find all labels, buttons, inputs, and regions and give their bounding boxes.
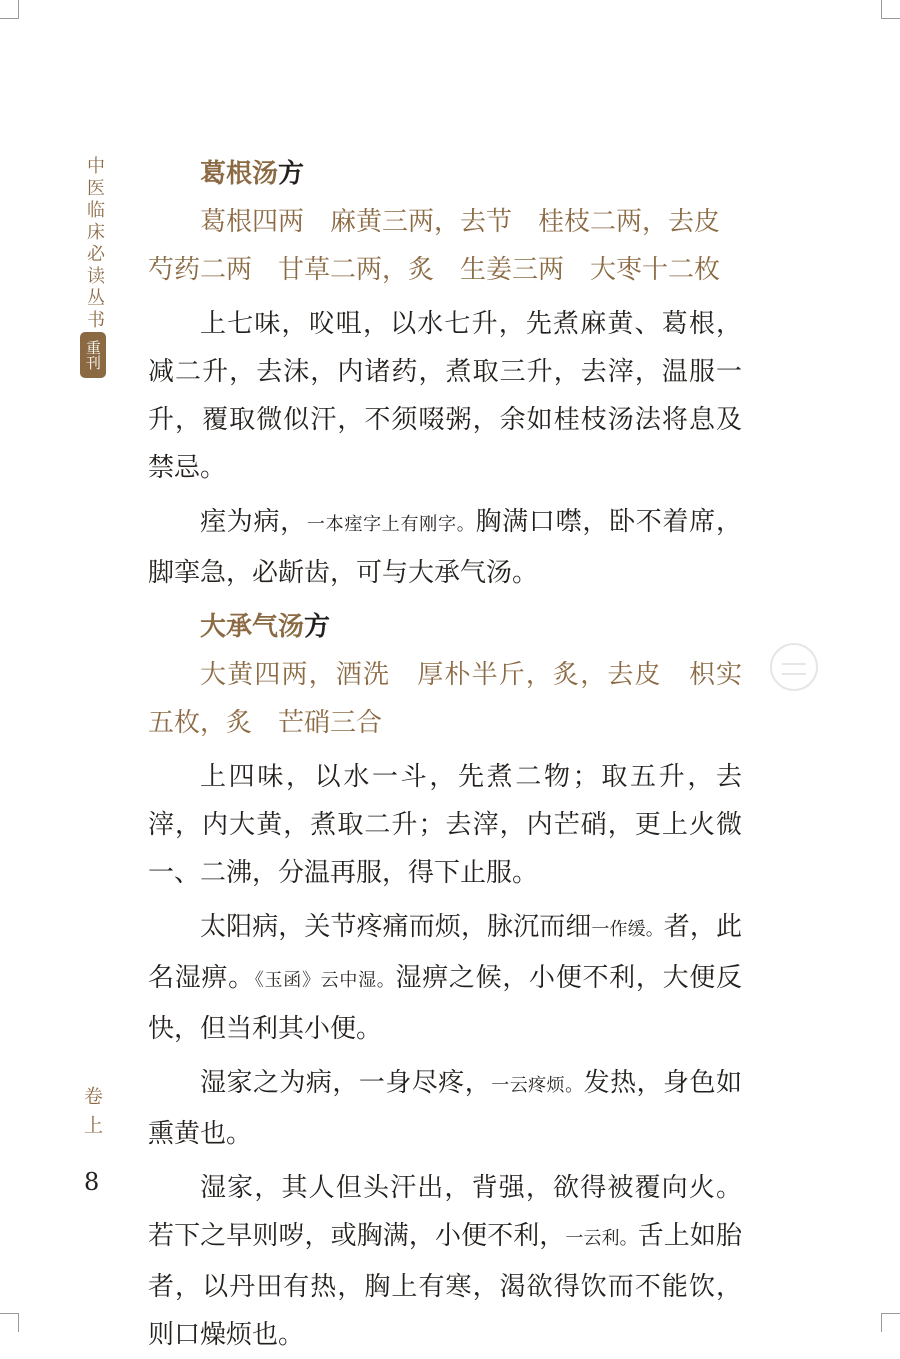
annotation: 《玉函》云中湿。: [254, 970, 396, 991]
crop-mark-top-right: [881, 0, 900, 19]
annotation: 一云疼烦。: [491, 1075, 584, 1096]
crop-mark-top-left: [0, 0, 19, 19]
formula-name: 大承气汤: [200, 612, 305, 642]
paragraph-preparation-2: 上四味，以水一斗，先煮二物；取五升，去滓，内大黄，煮取二升；去滓，内芒硝，更上火微一、二沸，分温再服，得下止服。: [148, 762, 742, 888]
text-run: 湿家之为病，一身尽疼，: [200, 1068, 492, 1098]
formula-title-gegen: [148, 150, 742, 198]
annotation: 一云利。: [565, 1228, 638, 1249]
text-run: 舌上如胎者，以丹田有热，胸上有寒，渴欲得饮而不能饮，则口燥烦也。: [148, 1221, 742, 1350]
text-run: 湿痹之候，小便不利，大便反快，但当利其小便。: [148, 963, 742, 1044]
page-body: [148, 150, 742, 1359]
paragraph-taiyang: [148, 903, 742, 1053]
formula-ingredients-2: 芍药二两 甘草二两，炙 生姜三两 大枣十二枚: [148, 255, 721, 285]
crop-mark-bottom-left: [0, 1313, 19, 1332]
formula-suffix: 方: [304, 612, 331, 642]
text-run: 太阳病，关节疼痛而烦，脉沉而细: [200, 912, 592, 942]
formula-title-dachengqi: [148, 603, 742, 651]
text-run: 痓为病，: [200, 507, 307, 537]
text-run: 胸满口噤，卧不着席，脚挛急，必龂齿，可与大承气汤。: [148, 507, 742, 588]
paragraph-jing-disease: [148, 498, 742, 597]
series-title: 中医临床必读丛书: [84, 156, 105, 332]
formula-suffix: 方: [278, 159, 305, 189]
annotation: 一本痓字上有刚字。: [306, 514, 476, 535]
crop-mark-bottom-right: [881, 1313, 900, 1332]
text-run: 发热，身色如熏黄也。: [148, 1068, 742, 1149]
formula-name: 葛根汤: [200, 159, 279, 189]
paragraph-preparation-1: 上七味，㕮咀，以水七升，先煮麻黄、葛根，减二升，去沫，内诸药，煮取三升，去滓，温服一升，覆取微似汗，不须啜粥，余如桂枝汤法将息及禁忌。: [148, 309, 742, 483]
watermark-logo-icon: [770, 643, 818, 691]
volume-label: 卷上: [81, 1086, 103, 1144]
formula-ingredients-1: 葛根四两 麻黄三两，去节 桂枝二两，去皮: [200, 207, 721, 237]
annotation: 一作缓。: [591, 919, 664, 940]
text-run: 者，此名湿痹。: [148, 912, 742, 993]
text-run: 湿家，其人但头汗出，背强，欲得被覆向火。若下之早则哕，或胸满，小便不利，: [148, 1173, 742, 1251]
page-number: 8: [84, 1168, 100, 1196]
paragraph-shijia-2: [148, 1164, 742, 1359]
formula-ingredients-3: 大黄四两，酒洗 厚朴半斤，炙，去皮 枳实五枚，炙 芒硝三合: [148, 660, 742, 738]
paragraph-shijia-1: [148, 1059, 742, 1158]
series-badge: 重刊: [80, 332, 106, 378]
